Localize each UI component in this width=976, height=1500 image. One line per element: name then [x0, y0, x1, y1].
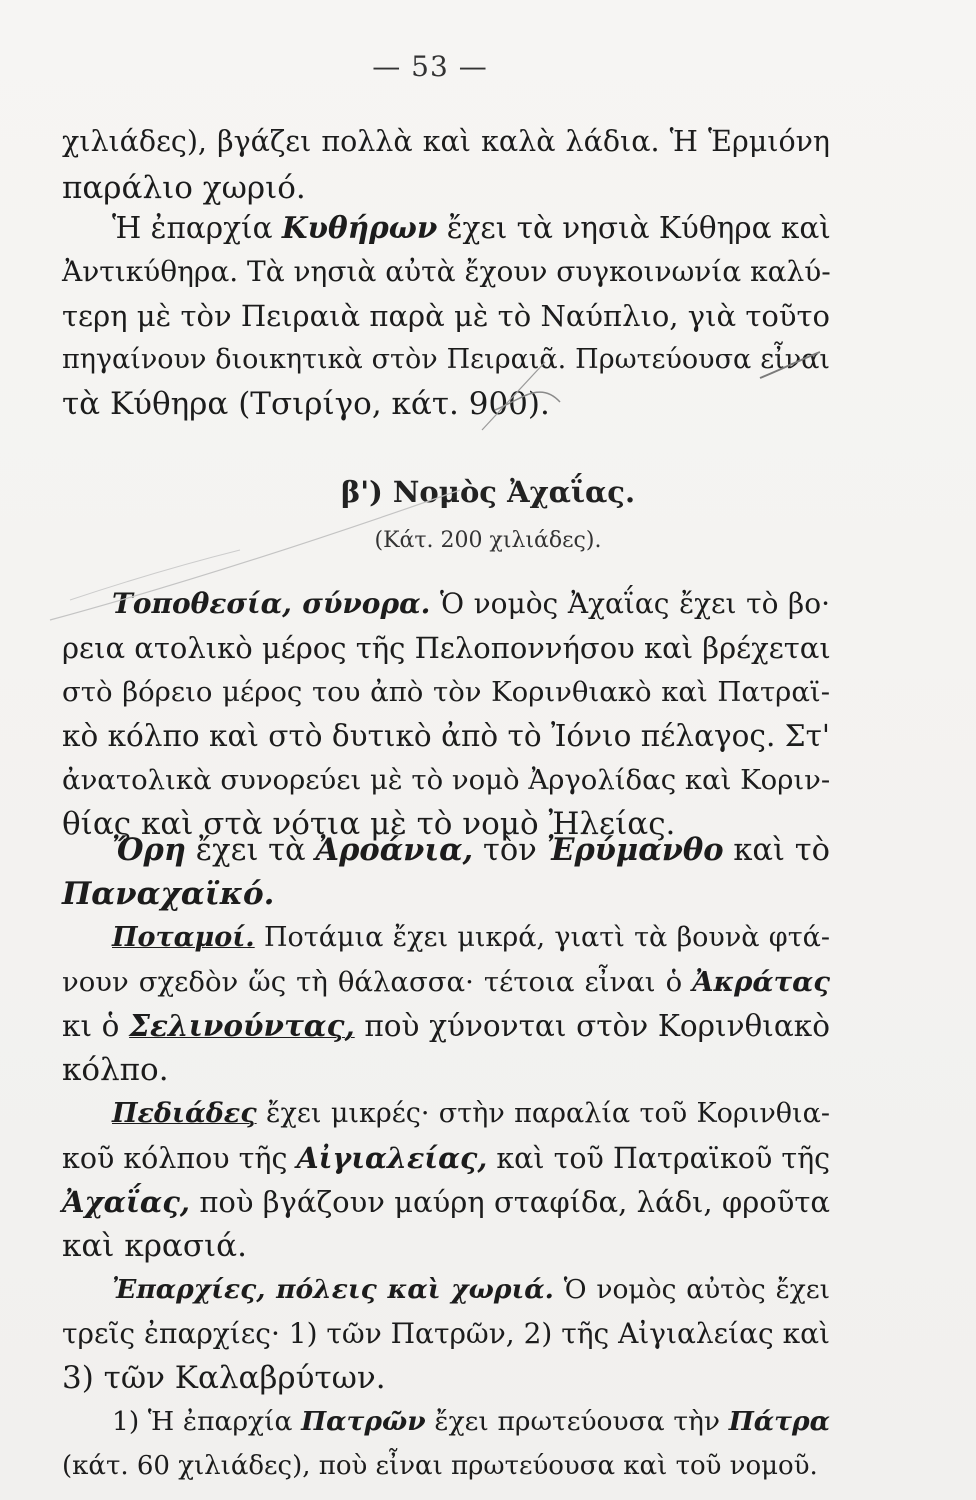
mountain-name: Ἀροάνια,: [315, 832, 474, 868]
section-heading: β') Νομὸς Ἀχαΐας.: [340, 475, 636, 509]
rivers-line1: [112, 918, 830, 958]
rivers-line2: [62, 962, 830, 1002]
river-name: Σελινούντας,: [129, 1008, 355, 1043]
para1-line2: παράλιο χωριό.: [62, 170, 306, 206]
plains-line1: [112, 1094, 830, 1134]
patras-line1: [112, 1402, 830, 1442]
plains-text: καὶ τοῦ Πατραϊκοῦ τῆς: [496, 1142, 831, 1175]
rivers-label: Ποταμοί.: [112, 922, 255, 953]
rivers-text: κι ὁ: [62, 1009, 120, 1043]
mountain-name: Παναχαϊκό.: [62, 876, 275, 912]
plains-label: Πεδιάδες: [112, 1098, 257, 1129]
mountains-text: ἔχει τὰ: [195, 833, 306, 868]
patras-text: ἔχει πρωτεύουσα τὴν: [434, 1406, 720, 1437]
rivers-text: Ποτάμια ἔχει μικρά, γιατὶ τὰ βουνὰ φτά-: [264, 922, 830, 953]
para1-line1: χιλιάδες), βγάζει πολλὰ καὶ καλὰ λάδια. Ἡ Ἑρμιόνη: [62, 125, 830, 158]
plains-line4: καὶ κρασιά.: [62, 1228, 247, 1264]
plains-line3: [62, 1182, 830, 1222]
city-name: Πάτρα: [728, 1406, 830, 1437]
topography-line2: ρεια ατολικὸ μέρος τῆς Πελοποννήσου καὶ βρέχεται: [62, 631, 831, 665]
river-name: Ἀκράτας: [692, 966, 830, 998]
region-name: Ἀχαΐας,: [62, 1185, 190, 1219]
rivers-line4: κόλπο.: [62, 1052, 169, 1088]
plains-text: ἔχει μικρές· στὴν παραλία τοῦ Κορινθια-: [266, 1098, 830, 1129]
province-name: Πατρῶν: [301, 1406, 426, 1437]
provinces-line3: 3) τῶν Καλαβρύτων.: [62, 1360, 386, 1396]
mountains-label: Ὄρη: [112, 832, 187, 868]
topography-line3: στὸ βόρειο μέρος του ἀπὸ τὸν Κορινθιακὸ καὶ Πατραϊ-: [62, 676, 830, 708]
para2-line4: πηγαίνουν διοικητικὰ στὸν Πειραιᾶ. Πρωτεύουσα εἶναι: [62, 344, 830, 375]
rivers-text: νουν σχεδὸν ὥς τὴ θάλασσα· τέτοια εἶναι ὁ: [62, 966, 683, 998]
patras-text: 1) Ἡ ἐπαρχία: [112, 1406, 293, 1437]
para2-text: Ἡ ἐπαρχία: [112, 211, 273, 245]
plains-text: κοῦ κόλπου τῆς: [62, 1142, 288, 1175]
mountains-line1: [112, 830, 830, 871]
page-number: — 53 —: [372, 50, 488, 83]
provinces-line2: τρεῖς ἐπαρχίες· 1) τῶν Πατρῶν, 2) τῆς Αἰγιαλείας καὶ: [62, 1317, 830, 1350]
rivers-text: ποὺ χύνονται στὸν Κορινθιακὸ: [364, 1009, 830, 1043]
para2-text: ἔχει τὰ νησιὰ Κύθηρα καὶ: [446, 211, 831, 245]
topography-text: Ὁ νομὸς Ἀχαΐας ἔχει τὸ βο·: [439, 587, 830, 620]
para2-line5: τὰ Κύθηρα (Τσιρίγο, κάτ. 900).: [62, 386, 550, 422]
plains-text: ποὺ βγάζουν μαύρη σταφίδα, λάδι, φροῦτα: [199, 1185, 830, 1219]
section-subheading: (Κάτ. 200 χιλιάδες).: [374, 528, 602, 553]
mountain-name: Ἐρύμανθο: [546, 832, 724, 868]
mountains-text: καὶ τὸ: [733, 833, 830, 868]
para2-line1: [112, 208, 830, 248]
region-name: Αἰγιαλείας,: [296, 1141, 488, 1175]
rivers-line3: [62, 1006, 830, 1046]
plains-line2: [62, 1138, 830, 1179]
topography-line4: κὸ κόλπο καὶ στὸ δυτικὸ ἀπὸ τὸ Ἰόνιο πέλαγος. Στ': [62, 719, 830, 753]
provinces-text: Ὁ νομὸς αὐτὸς ἔχει: [563, 1274, 830, 1305]
para2-line2: Ἀντικύθηρα. Τὰ νησιὰ αὐτὰ ἔχουν συγκοινωνία καλύ-: [62, 255, 831, 288]
provinces-line1: [112, 1270, 830, 1310]
topography-line1: [112, 584, 830, 624]
topography-label: Τοποθεσία, σύνορα.: [112, 587, 431, 620]
topography-line6: θίας καὶ στὰ νότια μὲ τὸ νομὸ Ἠλείας.: [62, 806, 676, 842]
para2-line3: τερη μὲ τὸν Πειραιὰ παρὰ μὲ τὸ Ναύπλιο, γιὰ τοῦτο: [62, 299, 830, 333]
patras-line2: (κάτ. 60 χιλιάδες), ποὺ εἶναι πρωτεύουσα καὶ τοῦ νομοῦ.: [62, 1451, 818, 1481]
provinces-label: Ἐπαρχίες, πόλεις καὶ χωριά.: [112, 1274, 554, 1305]
topography-line5: ἀνατολικὰ συνορεύει μὲ τὸ νομὸ Ἀργολίδας καὶ Κοριν-: [62, 764, 831, 796]
mountains-text: τὸν: [482, 833, 537, 868]
kythira-province-name: Κυθήρων: [281, 210, 438, 245]
mountains-line2: [62, 874, 830, 914]
